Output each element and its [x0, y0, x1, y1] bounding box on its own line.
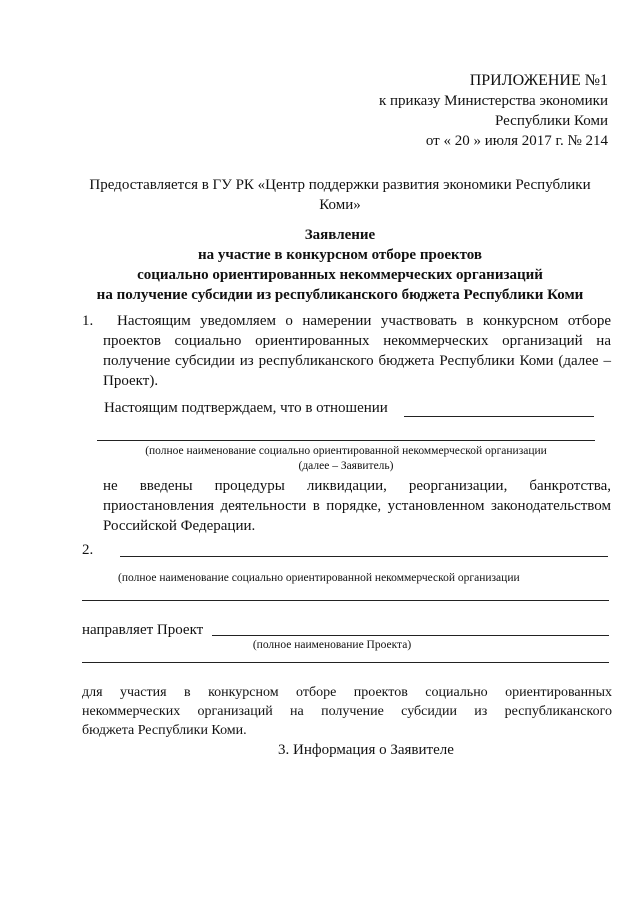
project-name-line: [212, 635, 609, 636]
title-line-3: социально ориентированных некоммерческих организаций: [137, 267, 543, 283]
confirm-line-2: приостановления деятельности в порядке, установленном законодательством: [103, 498, 611, 514]
item-2-line-2: некоммерческих организаций на получение субсидии из республиканского: [82, 704, 612, 719]
organization-name-line: [97, 440, 595, 441]
item-1-number: 1.: [82, 313, 94, 329]
addressee-line-1: Предоставляется в ГУ РК «Центр поддержки развития экономики Республики: [89, 177, 591, 193]
ministry-republic: Республики Коми: [495, 113, 608, 129]
appendix-header: [248, 70, 608, 151]
item-1-paragraph: [103, 311, 611, 391]
title-line-1: Заявление: [304, 227, 376, 243]
directs-project-label: направляет Проект: [82, 622, 204, 638]
item-1-line-4: Проект).: [103, 373, 159, 389]
order-reference: к приказу Министерства экономики: [378, 93, 608, 109]
item-1-line-1: Настоящим уведомляем о намерении участвовать в конкурсном отборе: [117, 313, 611, 329]
document-title: [60, 225, 620, 305]
organization-caption: [97, 444, 595, 474]
item-2-paragraph: [82, 683, 612, 740]
appendix-title: ПРИЛОЖЕНИЕ №1: [469, 72, 608, 89]
section-3-title: 3. Информация о Заявителе: [278, 742, 454, 758]
title-line-2: на участие в конкурсном отборе проектов: [197, 247, 483, 263]
project-name-line-2: [82, 662, 609, 663]
item-2-organization-line-2: [82, 600, 609, 601]
organization-caption-line-2: (далее – Заявитель): [298, 460, 394, 472]
item-1-line-3: получение субсидии из республиканского бюджета Республики Коми (далее –: [103, 353, 611, 369]
item-2-number: 2.: [82, 542, 94, 558]
confirm-paragraph: [103, 476, 611, 536]
item-2-line-3: бюджета Республики Коми.: [82, 723, 247, 738]
confirm-blank-line: [404, 416, 594, 417]
addressee-line-2: Коми»: [319, 197, 361, 213]
order-date-number: от « 20 » июля 2017 г. № 214: [425, 133, 608, 149]
confirm-text: Настоящим подтверждаем, что в отношении: [104, 400, 388, 416]
organization-caption-line-1: (полное наименование социально ориентированной некоммерческой организации: [145, 445, 547, 457]
confirm-line-3: Российской Федерации.: [103, 518, 256, 534]
project-caption: (полное наименование Проекта): [252, 639, 412, 651]
item-2-line-1: для участия в конкурсном отборе проектов социально ориентированных: [82, 685, 612, 700]
addressee: [60, 175, 620, 215]
item-2-organization-line: [120, 556, 608, 557]
item-2-caption: (полное наименование социально ориентированной некоммерческой организации: [118, 572, 520, 584]
confirm-line-1: не введены процедуры ликвидации, реорганизации, банкротства,: [103, 478, 611, 494]
title-line-4: на получение субсидии из республиканского бюджета Республики Коми: [96, 287, 584, 303]
item-1-line-2: проектов социально ориентированных некоммерческих организаций на: [103, 333, 611, 349]
